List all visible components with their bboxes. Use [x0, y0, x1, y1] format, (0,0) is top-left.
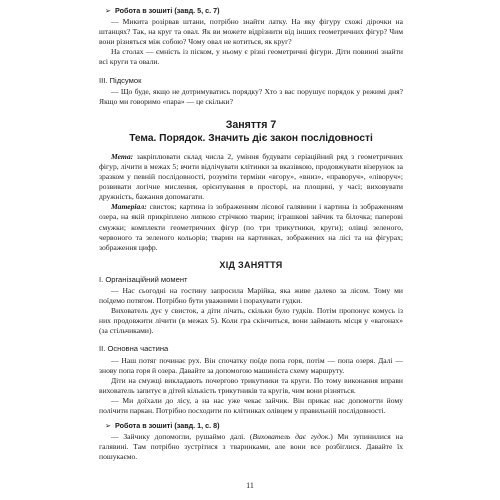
paragraph: На столах — ємність із піском, у ньому є різні геометричні фігури. Діти повинні знайти всі круги та овали. — [99, 47, 403, 67]
materials-text: свисток; картина із зображенням лісової галявини і картина із зображенням озера, на якій прикріплено липкою стрічкою тварин; іграшкові зайчик та білочка; паперові смужки; комплекти геометричних фігур (по три трикутники, круги); олівці зеленого, червоного та зеленого кольорів; тварин на картинках, зображених на лісі та на фігурах; зображення цифр. — [99, 202, 403, 252]
course-title: ХІД ЗАНЯТТЯ — [219, 259, 283, 270]
section-heading-summary: III. Підсумок — [99, 75, 142, 85]
materials-label: Матеріал: — [111, 202, 147, 212]
lesson-title: Заняття 7 — [225, 118, 277, 131]
paragraph: — Микита розірвав штани, потрібно знайти латку. На яку фігуру схожі дірочки на штанцях? Так, на круг та овал. Як ви можете відрізнити від інших геометричних фігур? Чим вони різняться між собою? Чому овал не котиться, як круг? — [99, 17, 403, 47]
paragraph: — Наш потяг починає рух. Він спочатку поїде попа горя, потім — попа озеря. Далі — знову попа горя й озера. Давайте за допомогою машиніста схему маршруту. — [99, 355, 403, 375]
task-label: Робота в зошиті (завд. 1, с. 8) — [115, 421, 220, 431]
paragraph: — Що буде, якщо не дотримуватись порядку? Хто з вас порушує порядок у режимі дня? Якщо ми говоримо «пара» — це скільки? — [99, 86, 403, 106]
paragraph: Вихователь дує у свисток, а діти лічать, скільки було гудків. Потім пропонує комусь із них продовжити лічити (в межах 5). Коли гра скінчиться, вони займають місця у «вагонах» (за стільчиками). — [99, 306, 403, 336]
goal-paragraph — [99, 152, 403, 202]
arrow-bullet-icon: ➢ — [105, 6, 112, 15]
paragraph: — Ми доїхали до лісу, а на нас уже чекає зайчик. Він прикає нас допомогти йому полічити паркан. Потрібно посходити по клітинках олівцем у правильній послідовності. — [99, 395, 403, 415]
page-number: 11 — [246, 481, 254, 490]
task-label: Робота в зошиті (завд. 5, с. 7) — [115, 6, 220, 15]
materials-paragraph — [99, 202, 403, 252]
lesson-topic: Тема. Порядок. Значить діє закон послідовності — [129, 132, 373, 144]
goal-label: Мета: — [111, 151, 134, 161]
section-heading-org: І. Організаційний момент — [99, 274, 188, 284]
section-heading-main: ІІ. Основна частина — [99, 344, 169, 354]
paragraph: — Зайчику допомогли, рушаймо далі. (Вихователь дає гудок.) Ми зупинилися на галявині. Там потрібно зустрітися з тваринками, але вони все розбіглися. Давайте їх пошукаємо. — [99, 432, 403, 462]
goal-text: закріплювати склад числа 2, уміння будувати серіаційний ряд з геометричних фігур, лічити в межах 5; вчити відлічувати клітинки за вказівкою, продовжувати візерунок за зразком у певній послідовності, розуміти терміни «вгору», «вниз», «праворуч», «ліворуч»; розвивати логічне мислення, орієнтування в просторі, на площині, у часі; виховувати дружність, бажання допомагати. — [99, 151, 404, 202]
teacher-action: Вихователь дає гудок. — [252, 432, 331, 442]
notebook-task-1 — [105, 6, 403, 16]
notebook-task-2 — [105, 421, 403, 431]
arrow-bullet-icon: ➢ — [105, 421, 112, 431]
paragraph: — Нас сьогодні на гостину запросила Марійка, яка живе далеко за лісом. Тому ми поїдемо потягом. Потрібно бути уважними і порахувати гудки. — [99, 285, 403, 306]
page-content — [99, 6, 403, 462]
paragraph: Діти на смужці викладають почергово трикутники та круги. По тому виконання вправи вихователь запитує в дітей кількість трикутників та кругів, чим вони різняться. — [99, 375, 403, 395]
